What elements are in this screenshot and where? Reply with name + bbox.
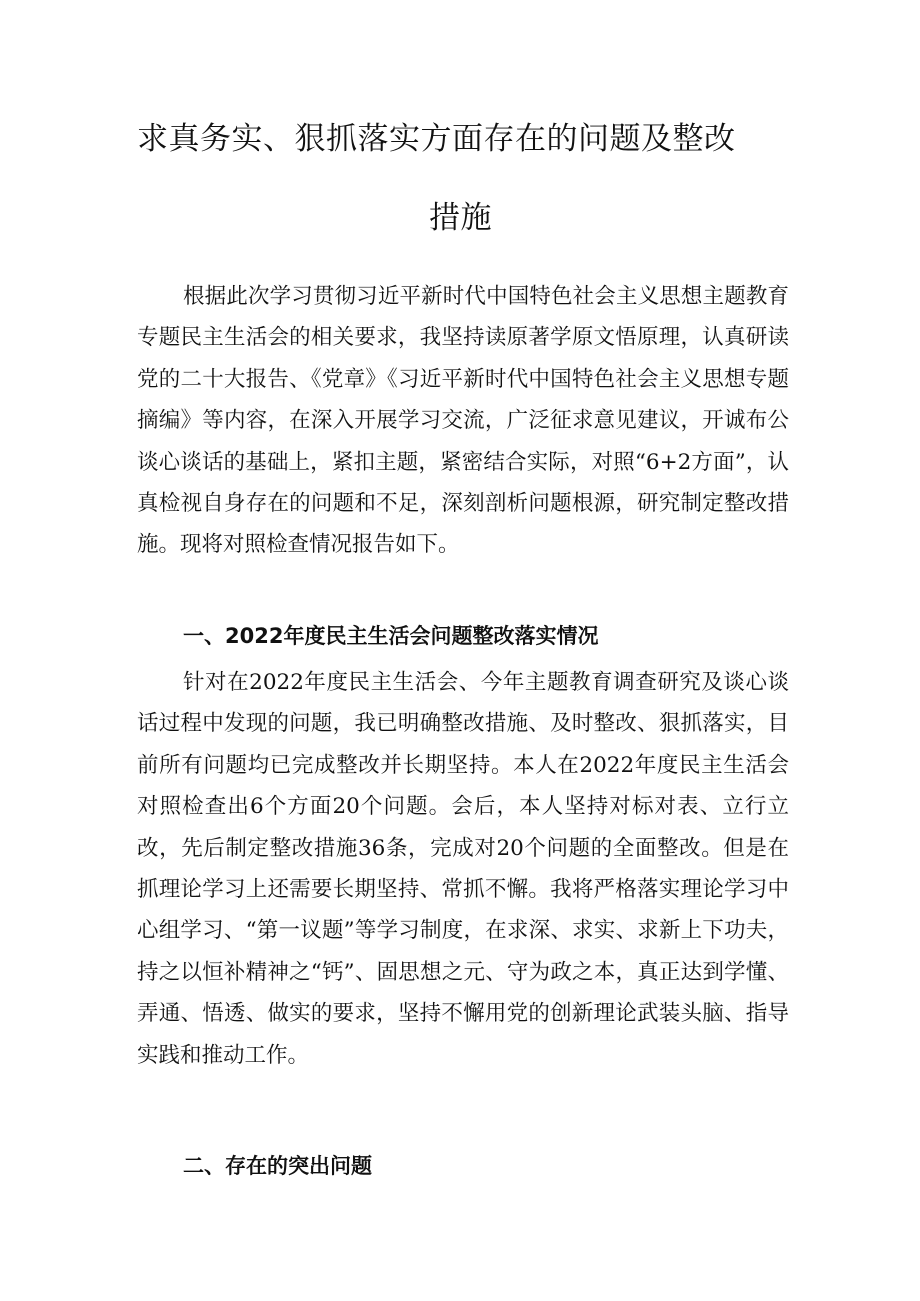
- section-2-heading: 二、存在的突出问题: [183, 1154, 372, 1178]
- document-title-line-1: 求真务实、狠抓落实方面存在的问题及整改: [137, 121, 736, 157]
- document-title-line-2: 措施: [429, 200, 492, 236]
- section-1-paragraph: 针对在2022年度民主生活会、今年主题教育调查研究及谈心谈话过程中发现的问题，我已明确整改措施、及时整改、狠抓落实，目前所有问题均已完成整改并长期坚持。本人在2022年度民主生活会对照检查出6个方面20个问题。会后，本人坚持对标对表、立行立改，先后制定整改措施36条，完成对20个问题的全面整改。但是在抓理论学习上还需要长期坚持、常抓不懈。我将严格落实理论学习中心组学习、“第一议题”等学习制度，在求深、求实、求新上下功夫，持之以恒补精神之“钙”、固思想之元、守为政之本，真正达到学懂、弄通、悟透、做实的要求，坚持不懈用党的创新理论武装头脑、指导实践和推动工作。: [137, 670, 789, 1068]
- intro-paragraph: 根据此次学习贯彻习近平新时代中国特色社会主义思想主题教育专题民主生活会的相关要求，我坚持读原著学原文悟原理，认真研读党的二十大报告、《党章》《习近平新时代中国特色社会主义思想专题摘编》等内容，在深入开展学习交流，广泛征求意见建议，开诚布公谈心谈话的基础上，紧扣主题，紧密结合实际，对照“6+2方面”，认真检视自身存在的问题和不足，深刻剖析问题根源，研究制定整改措施。现将对照检查情况报告如下。: [137, 284, 789, 558]
- section-1-heading: 一、2022年度民主生活会问题整改落实情况: [183, 624, 599, 648]
